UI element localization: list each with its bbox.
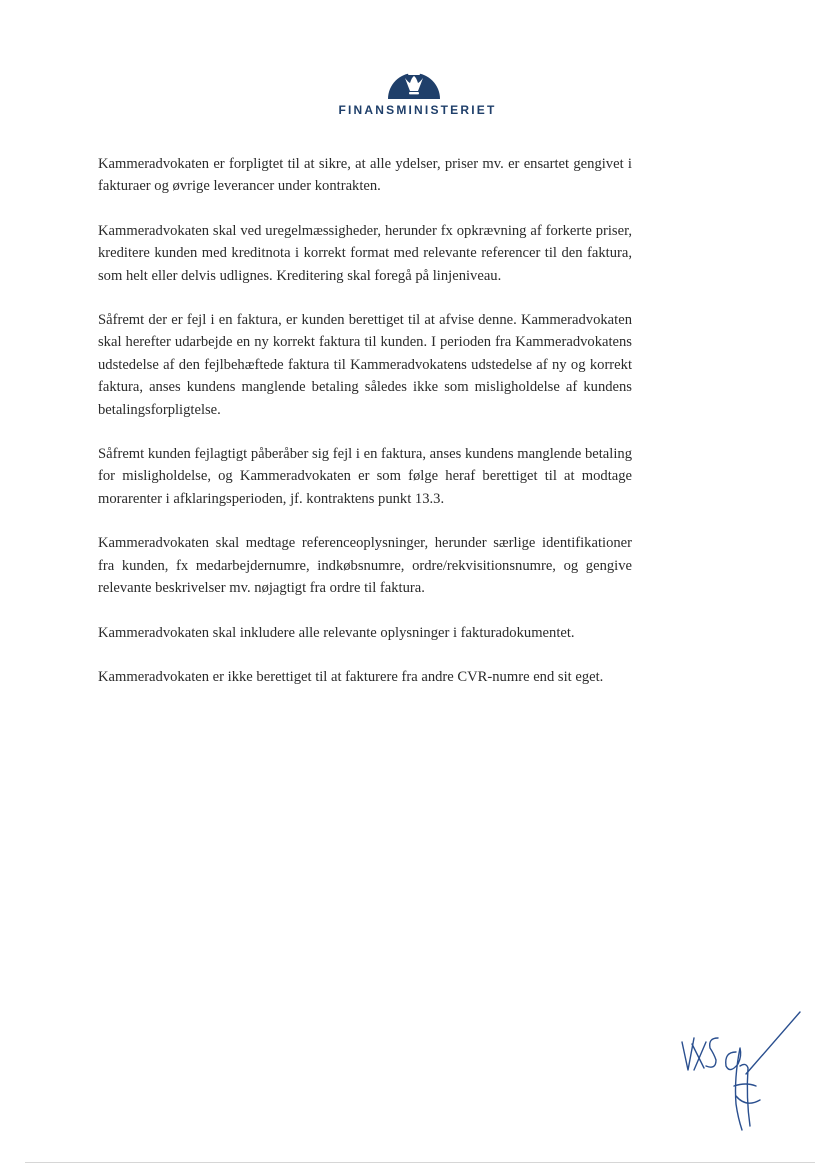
paragraph: Kammeradvokaten skal ved uregelmæssigheder, herunder fx opkrævning af forkerte priser, kreditere kunden med kreditnota i korrekt format med relevante referencer til den faktura, som helt eller delvis udlignes. Kreditering skal foregå på linjeniveau.: [98, 222, 632, 284]
page-header: [0, 64, 827, 117]
logo-wordmark: FINANSMINISTERIET: [338, 103, 497, 117]
crown-emblem-icon: [384, 64, 444, 100]
document-body: [98, 153, 632, 688]
paragraph: Kammeradvokaten er forpligtet til at sikre, at alle ydelser, priser mv. er ensartet gengivet i fakturaer og øvrige leverancer under kontrakten.: [98, 156, 632, 195]
paragraph: Kammeradvokaten skal medtage referenceoplysninger, herunder særlige identifikationer fra kunden, fx medarbejdernumre, indkøbsnumre, ordre/rekvisitionsnumre, og gengive relevante beskrivelser mv. nøjagtigt fra ordre til faktura.: [98, 535, 632, 597]
paragraph: Kammeradvokaten skal inkludere alle relevante oplysninger i fakturadokumentet.: [98, 624, 575, 641]
paragraph: Såfremt der er fejl i en faktura, er kunden berettiget til at afvise denne. Kammeradvokaten skal herefter udarbejde en ny korrekt faktura til kunden. I perioden fra Kammeradvokatens udstedelse af den fejlbehæftede faktura til Kammeradvokatens udstedelse af ny og korrekt faktura, anses kundens manglende betaling således ikke som misligholdelse af kundens betalingsforpligtelse.: [98, 312, 632, 418]
paragraph: Såfremt kunden fejlagtigt påberåber sig fejl i en faktura, anses kundens manglende betaling for misligholdelse, og Kammeradvokaten er som følge heraf berettiget til at modtage morarenter i afklaringsperioden, jf. kontraktens punkt 13.3.: [98, 446, 632, 507]
paragraph: Kammeradvokaten er ikke berettiget til at fakturere fra andre CVR-numre end sit eget.: [98, 668, 604, 685]
bottom-divider: [25, 1162, 815, 1163]
handwritten-signature-icon: [676, 1008, 806, 1136]
